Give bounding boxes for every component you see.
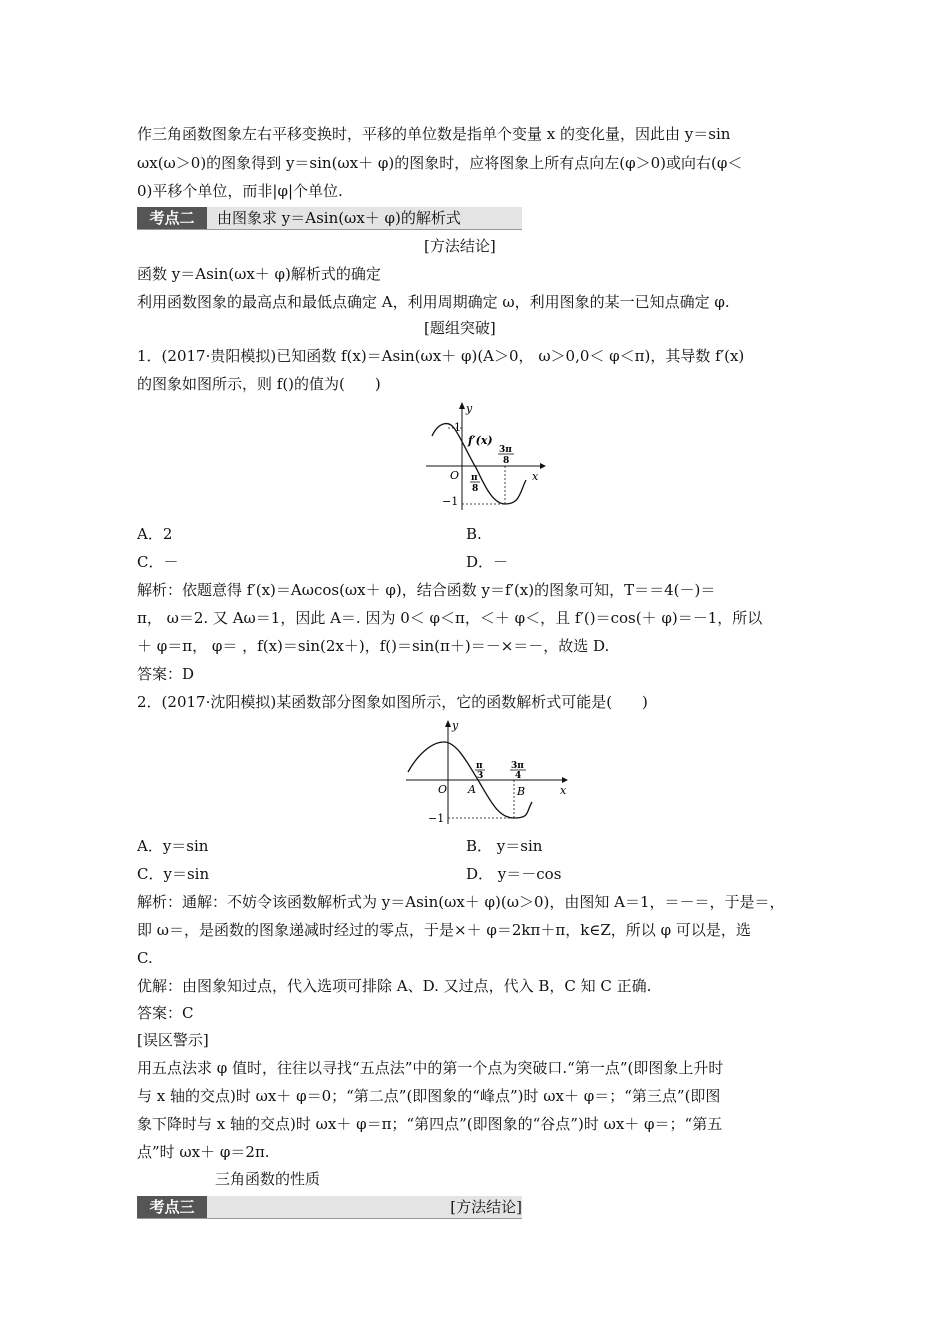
q1-tick1-num: π [471,473,478,483]
q2-option-a: A．y＝sin [137,837,209,855]
section3-method-heading: [方法结论] [450,1198,522,1216]
q2-point-a: A [468,783,476,796]
q1-graph [420,398,550,516]
intro-line-3: 0)平移个单位，而非|φ|个单位. [137,182,343,200]
q1-solution-2: π， ω＝2. 又 Aω＝1，因此 A＝. 因为 0＜ φ＜π，＜＋ φ＜，且 f′()＝cos(＋ φ)＝－1，所以 [137,609,763,627]
method-heading: [方法结论] [424,237,496,255]
q1-option-b: B. [466,525,482,543]
q1-tick1-den: 8 [472,484,479,494]
intro-line-1: 作三角函数图象左右平移变换时，平移的单位数是指单个变量 x 的变化量，因此由 y＝sin [137,125,731,143]
q2-origin: O [438,783,448,796]
q2-solution-1: 解析：通解：不妨令该函数解析式为 y＝Asin(ωx＋ φ)(ω＞0)，由图知 A＝1，＝－＝，于是＝， [137,893,785,911]
q1-solution-1: 解析：依题意得 f′(x)＝Aωcos(ωx＋ φ)，结合函数 y＝f′(x)的图象可知，T＝＝4(－)＝ [137,581,716,599]
q2-line-1: 2．(2017·沈阳模拟)某函数部分图象如图所示，它的函数解析式可能是( ) [137,693,648,711]
warning-line-4: 点”时 ωx＋ φ＝2π. [137,1143,270,1161]
group-heading: [题组突破] [424,319,496,337]
q1-x-label: x [532,470,539,483]
q2-tick1-den: 3 [477,771,484,781]
q1-y-label: y [466,402,473,415]
q1-option-c: C．－ [137,553,179,571]
q2-option-d: D． y＝－cos [466,865,562,883]
warning-heading: [误区警示] [137,1031,209,1049]
q2-option-c: C．y＝sin [137,865,210,883]
q2-tick2-den: 4 [515,771,522,781]
method-line-2: 利用函数图象的最高点和最低点确定 A，利用周期确定 ω，利用图象的某一已知点确定 φ. [137,293,730,311]
q2-tick1-num: π [476,761,483,771]
q1-option-d: D．－ [466,553,509,571]
warning-line-1: 用五点法求 φ 值时，往往以寻找“五点法”中的第一个点为突破口.“第一点”(即图象上升时 [137,1059,724,1077]
q2-x-arrow [562,777,568,783]
section-tag-3: 考点三 [137,1196,207,1218]
q1-minus-one-label: −1 [442,495,459,508]
q1-solution-3: ＋ φ＝π， φ＝ ，f(x)＝sin(2x＋)，f()＝sin(π＋)＝－×＝－，故选 D. [137,637,610,655]
q2-graph [398,716,578,830]
q2-solution-2: 即 ω＝，是函数的图象递减时经过的零点，于是×＋ φ＝2kπ＋π，k∈Z，所以 φ 可以是，选 [137,921,751,939]
q2-tick2-num: 3π [511,761,524,771]
q1-option-a: A．2 [137,525,173,543]
q2-y-label: y [452,719,459,732]
q1-y-arrow [459,402,465,409]
warning-line-2: 与 x 轴的交点)时 ωx＋ φ＝0；“第二点”(即图象的“峰点”)时 ωx＋ φ＝；“第三点”(即图 [137,1087,721,1105]
q1-line-2: 的图象如图所示，则 f()的值为( ) [137,375,381,393]
q2-solution-3: C. [137,949,153,967]
q1-curve-label: f′(x) [468,434,493,447]
q1-one-label: 1 [454,421,461,434]
q1-tick2-den: 8 [503,456,510,466]
warning-line-3: 象下降时与 x 轴的交点)时 ωx＋ φ＝π；“第四点”(即图象的“谷点”)时 ωx＋ φ＝；“第五 [137,1115,723,1133]
q1-answer: 答案：D [137,665,195,683]
section-title-3: 三角函数的性质 [215,1170,321,1188]
section-header-3 [137,1196,522,1219]
section-header-2 [137,207,522,230]
q1-origin: O [450,469,460,482]
q1-x-arrow [540,463,546,469]
q1-tick2-num: 3π [499,445,512,455]
q2-minus-one-label: −1 [428,812,445,825]
q2-option-b: B． y＝sin [466,837,543,855]
q2-x-label: x [560,784,567,797]
method-line-1: 函数 y＝Asin(ωx＋ φ)解析式的确定 [137,265,381,283]
section-title-2: 由图象求 y＝Asin(ωx＋ φ)的解析式 [217,209,461,227]
q2-answer: 答案：C [137,1004,194,1022]
q2-solution-4: 优解：由图象知过点，代入选项可排除 A、D. 又过点，代入 B，C 知 C 正确. [137,977,652,995]
intro-line-2: ωx(ω＞0)的图象得到 y＝sin(ωx＋ φ)的图象时，应将图象上所有点向左(φ＞0)或向右(φ＜ [137,154,743,172]
q2-point-b: B [517,785,526,798]
q1-line-1: 1．(2017·贵阳模拟)已知函数 f(x)＝Asin(ωx＋ φ)(A＞0， ω＞0,0＜ φ＜π)，其导数 f′(x) [137,347,745,365]
section-tag-2: 考点二 [137,207,207,229]
q2-y-arrow [445,720,451,727]
